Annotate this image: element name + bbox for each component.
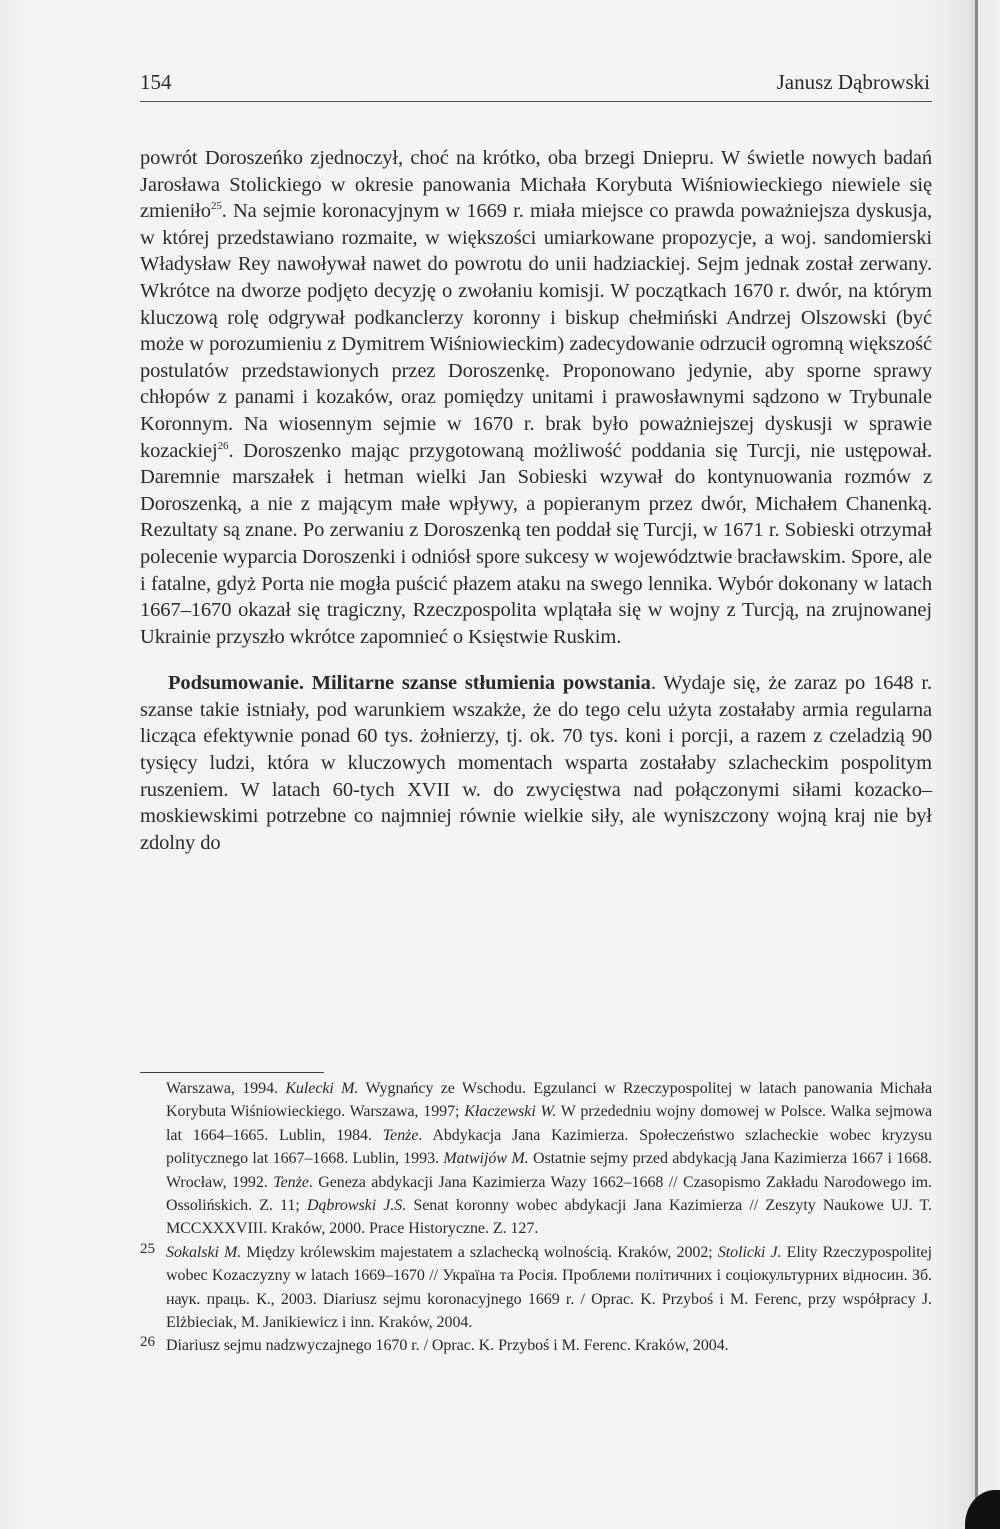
section-heading: Podsumowanie. Militarne szanse stłumienia powstania	[168, 672, 651, 695]
footnote-25: 25 Sokalski M. Między królewskim majestatem a szlachecką wolnością. Kraków, 2002; Stolicki J. Elity Rzeczypospolitej wobec Kozaczyzny w latach 1669–1670 // Україна та Росія. Проблеми політичних і соціокультурних відносин. Зб. наук. праць. К., 2003. Diariusz sejmu koronacyjnego 1669 r. / Oprac. K. Przyboś i M. Ferenc, przy współpracy J. Elżbieciak, M. Janikiewicz i inn. Kraków, 2004.	[140, 1241, 932, 1335]
running-head-author: Janusz Dąbrowski	[776, 70, 930, 94]
footnotes	[140, 1077, 932, 1358]
footnote-number: 26	[140, 1334, 155, 1351]
page-header	[140, 70, 930, 100]
footnote-continued: Warszawa, 1994. Kulecki M. Wygnańcy ze Wschodu. Egzulanci w Rzeczypospolitej w latach panowania Michała Korybuta Wiśniowieckiego. Warszawa, 1997; Kłaczewski W. W przededniu wojny domowej w Polsce. Walka sejmowa lat 1664–1665. Lublin, 1984. Tenże. Abdykacja Jana Kazimierza. Społeczeństwo szlacheckie wobec kryzysu politycznego lat 1667–1668. Lublin, 1993. Matwijów M. Ostatnie sejmy przed abdykacją Jana Kazimierza 1667 i 1668. Wrocław, 1992. Tenże. Geneza abdykacji Jana Kazimierza Wazy 1662–1668 // Czasopismo Zakładu Narodowego im. Ossolińskich. Z. 11; Dąbrowski J.S. Senat koronny wobec abdykacji Jana Kazimierza // Zeszyty Naukowe UJ. T. MCCXXXVIII. Kraków, 2000. Prace Historyczne. Z. 127.	[166, 1080, 932, 1238]
paragraph-continued: powrót Doroszeńko zjednoczył, choć na krótko, oba brzegi Dniepru. W świetle nowych badań Jarosława Stolickiego w okresie panowania Michała Korybuta Wiśniowieckiego niewiele się zmieniło$^{25}$. Na sejmie koronacyjnym w 1669 r. miała miejsce co prawda poważniejsza dyskusja, w której przedstawiano rozmaite, w większości umiarkowane propozycje, a woj. sandomierski Władysław Rey nawoływał nawet do powrotu do unii hadziackiej. Sejm jednak został zerwany. Wkrótce na dworze podjęto decyzję o zwołaniu komisji. W początkach 1670 r. dwór, na którym kluczową rolę odgrywał podkanclerzy koronny i biskup chełmiński Andrzej Olszowski (być może w porozumieniu z Dymitrem Wiśniowieckim) zadecydowanie odrzucił ogromną większość postulatów przedstawionych przez Doroszenkę. Proponowano jedynie, aby sporne sprawy chłopów z panami i kozaków, oraz pomiędzy unitami i prawosławnymi sądzono w Trybunale Koronnym. Na wiosennym sejmie w 1670 r. brak było poważniejszej dyskusji w sprawie kozackiej$^{26}$. Doroszenko mając przygotowaną możliwość poddania się Turcji, nie ustępował. Daremnie marszałek i hetman wielki Jan Sobieski wzywał do kontynuowania rozmów z Doroszenką, a nie z mającym małe wpływy, a popieranym przez dwór, Michałem Chanenką. Rezultaty są znane. Po zerwaniu z Doroszenką ten poddał się Turcji, w 1671 r. Sobieski otrzymał polecenie wyparcia Doroszenki i odniósł spore sukcesy w województwie bracławskim. Spore, ale i fatalne, gdyż Porta nie mogła puścić płazem ataku na swego lennika. Wybór dokonany w latach 1667–1670 okazał się tragiczny, Rzeczpospolita wplątała się w wojny z Turcją, na zrujnowanej Ukrainie przyszło wkrótce zapomnieć o Księstwie Ruskim.	[140, 147, 932, 648]
main-text	[140, 145, 932, 856]
footnote-ref-25: 25	[210, 200, 222, 213]
paragraph-summary: Podsumowanie. Militarne szanse stłumienia powstania. Wydaje się, że zaraz po 1648 r. szanse takie istniały, pod warunkiem wszakże, że do tego celu użyta zostałaby armia regularna licząca efektywnie ponad 60 tys. żołnierzy, tj. ok. 70 tys. koni i porcji, a razem z czeladzią 90 tysięcy ludzi, która w kluczowych momentach wsparta zostałaby szlacheckim pospolitym ruszeniem. W latach 60-tych XVII w. do zwycięstwa nad połączonymi siłami kozacko–moskiewskimi potrzebne co najmniej równie wielkie siły, ale wyniszczony wojną kraj nie był zdolny do	[140, 672, 932, 854]
footnote-number: 25	[140, 1240, 155, 1257]
adjacent-page-strip	[978, 0, 1000, 1529]
footnote-ref-26: 26	[217, 439, 229, 452]
footnote-rule	[140, 1072, 324, 1073]
header-rule	[140, 101, 932, 102]
page-number: 154	[140, 70, 172, 94]
footnote-26: 26 Diariusz sejmu nadzwyczajnego 1670 r. / Oprac. K. Przyboś i M. Ferenc. Kraków, 2004.	[140, 1334, 932, 1357]
